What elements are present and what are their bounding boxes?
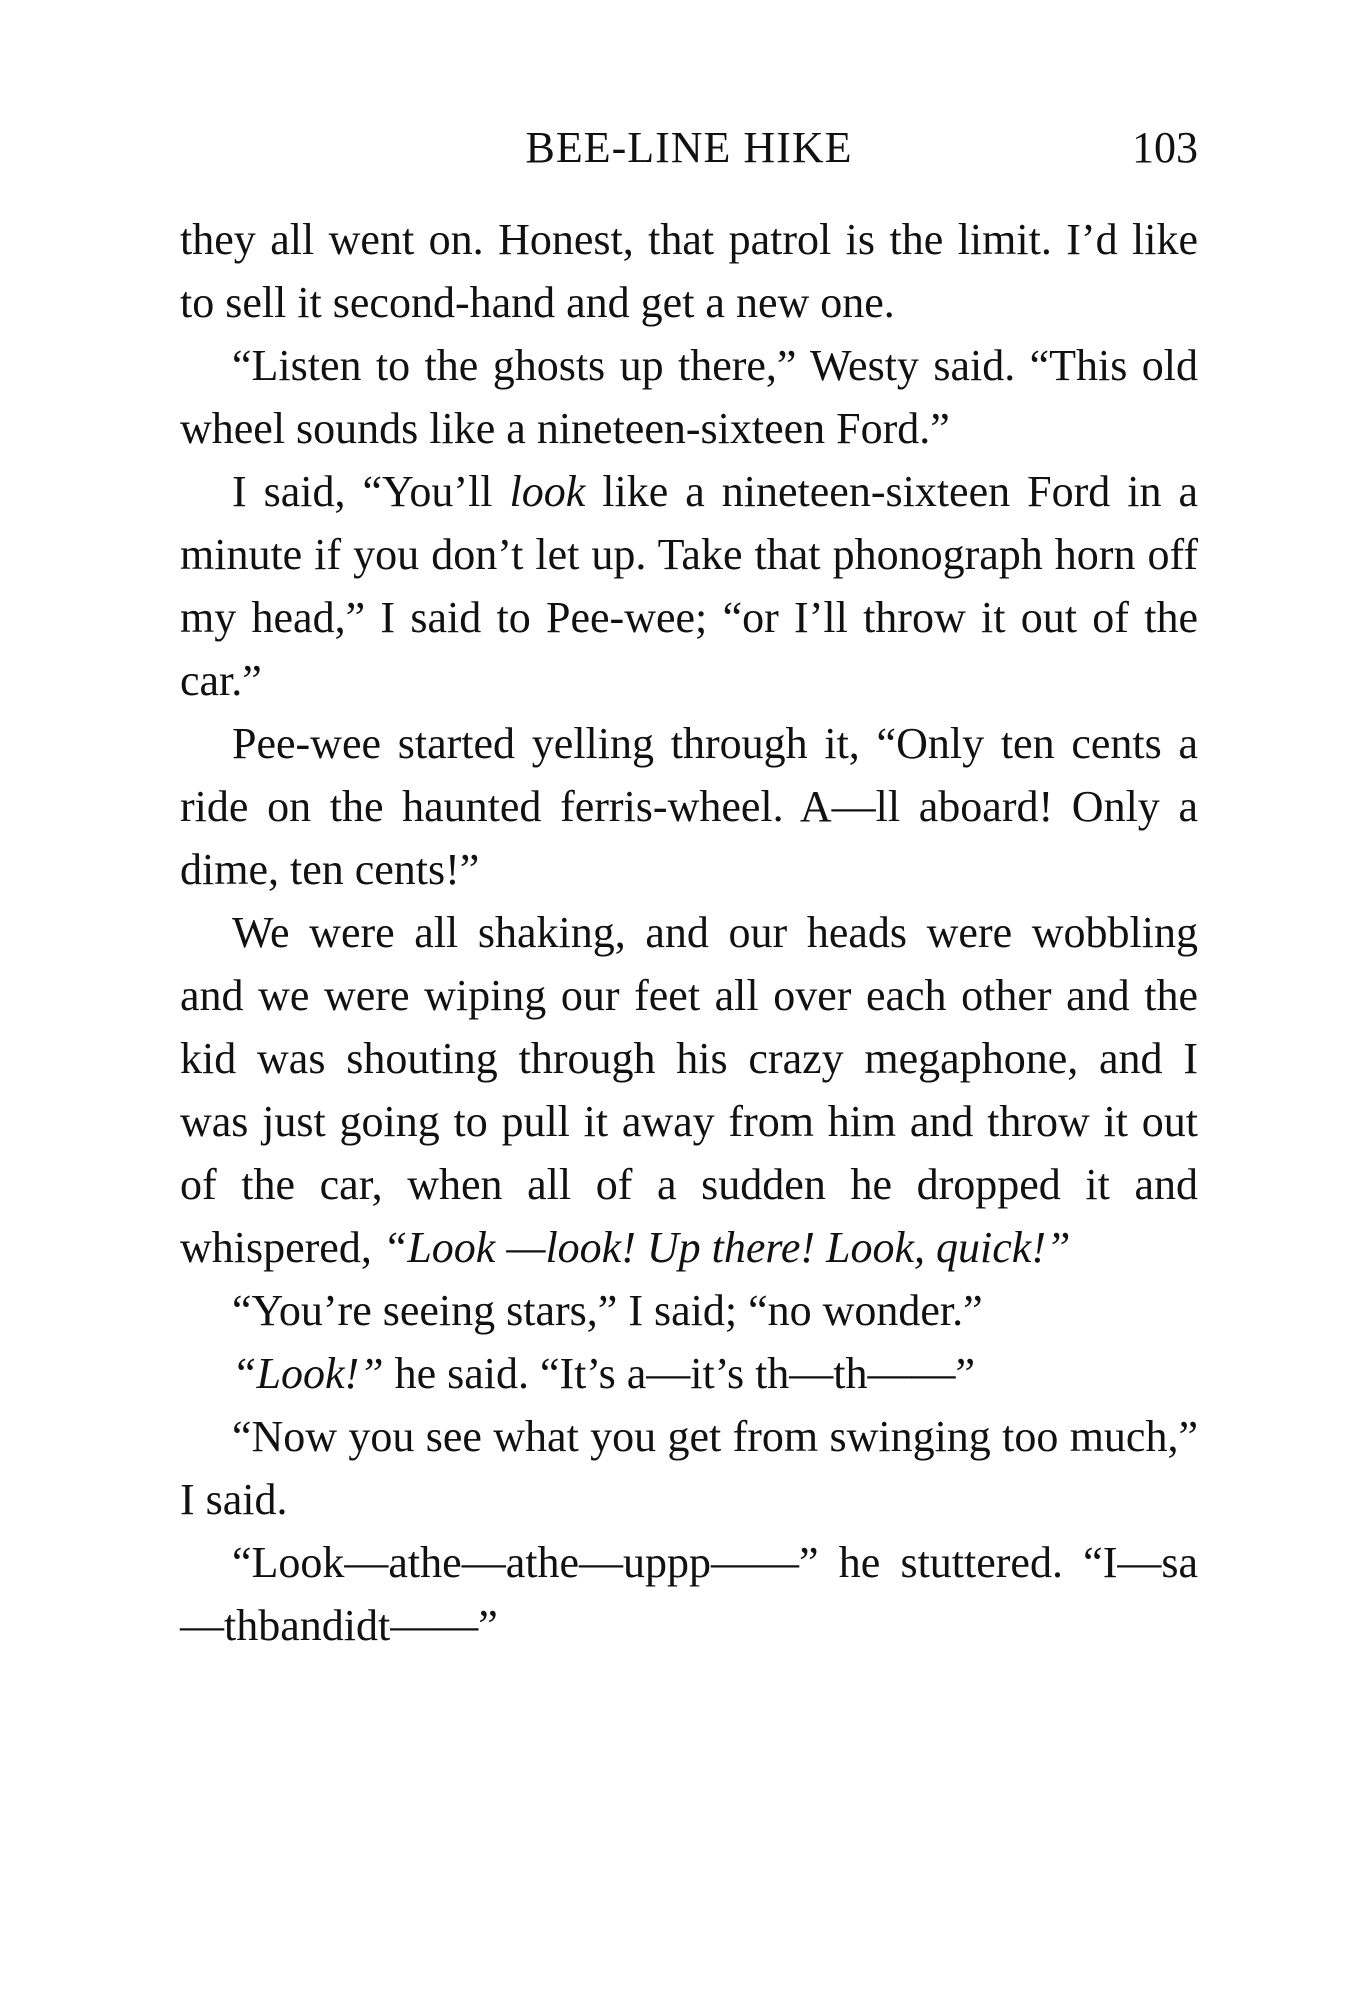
- paragraph-text: they all went on. Honest, that patrol is the limit. I’d like to sell it second-hand and get a new one.: [180, 215, 1198, 327]
- paragraph-text: “Listen to the ghosts up there,” Westy said. “This old wheel sounds like a nineteen-sixteen Ford.”: [180, 341, 1198, 453]
- paragraph: [180, 208, 1198, 334]
- emphasis-text: look: [509, 467, 586, 516]
- emphasis-text: “Look —look! Up there! Look, quick!”: [382, 1223, 1071, 1272]
- paragraph-text: We were all shaking, and our heads were wobbling and we were wiping our feet all over each other and the kid was shouting through his crazy megaphone, and I was just going to pull it away from him and throw it out of the car, when all of a sudden he dropped it and whispered,: [180, 908, 1198, 1272]
- paragraph: [180, 901, 1198, 1279]
- paragraph: [180, 1342, 1198, 1405]
- emphasis-text: “Look!”: [232, 1349, 384, 1398]
- paragraph: [180, 334, 1198, 460]
- paragraph-text: “You’re seeing stars,” I said; “no wonder.”: [232, 1286, 983, 1335]
- paragraph-text: I said, “You’ll: [232, 467, 510, 516]
- paragraph: [180, 1405, 1198, 1531]
- page-header: [180, 118, 1198, 178]
- paragraph-text: “Now you see what you get from swinging too much,” I said.: [180, 1412, 1198, 1524]
- paragraph-text: he said. “It’s a—it’s th—th——”: [383, 1349, 976, 1398]
- page-number: 103: [1132, 123, 1198, 172]
- paragraph: [180, 1531, 1198, 1657]
- paragraph-text: “Look—athe—athe—uppp——” he stuttered. “I—sa—thbandidt——”: [180, 1538, 1198, 1650]
- paragraph: [180, 460, 1198, 712]
- running-head: BEE-LINE HIKE: [525, 123, 853, 172]
- paragraph: [180, 1279, 1198, 1342]
- body-text: [180, 208, 1198, 1657]
- paragraph-text: like a nineteen-sixteen Ford in a minute if you don’t let up. Take that phonograph horn off my head,” I said to Pee-wee; “or I’ll throw it out of the car.”: [180, 467, 1198, 705]
- paragraph: [180, 712, 1198, 901]
- paragraph-text: Pee-wee started yelling through it, “Only ten cents a ride on the haunted ferris-wheel. A—ll aboard! Only a dime, ten cents!”: [180, 719, 1198, 894]
